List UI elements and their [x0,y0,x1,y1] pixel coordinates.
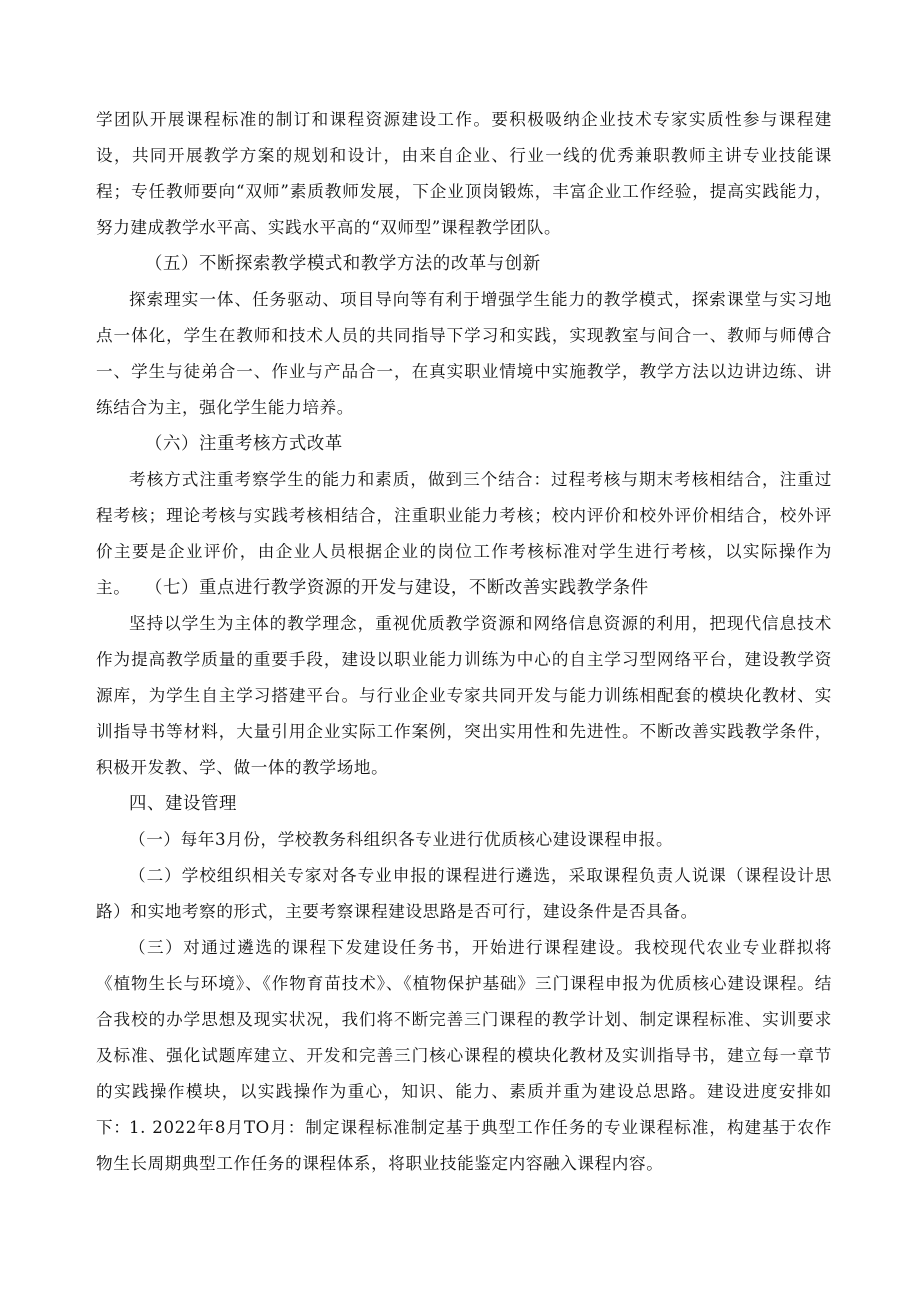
paragraph-management-1: （一）每年3月份，学校教务科组织各专业进行优质核心建设课程申报。 [129,830,674,849]
paragraph-management-3: （三）对通过遴选的课程下发建设任务书，开始进行课程建设。我校现代农业专业群拟将《植物生长与环境》、《作物育苗技术》、《植物保护基础》三门课程申报为优质核心建设课程。结合我校的办学思想及现实状况，我们将不断完善三门课程的教学计划、制定课程标准、实训要求及标准、强化试题库建立、开发和完善三门核心课程的模块化教材及实训指导书，建立每一章节的实践操作模块，以实践操作为重心，知识、能力、素质并重为建设总思路。建设进度安排如下： [96,938,832,1137]
heading-section-7: （七）重点进行教学资源的开发与建设，不断改善实践教学条件 [145,578,649,598]
paragraph-assessment: 考核方式注重考察学生的能力和素质，做到三个结合：过程考核与期末考核相结合，注重过程考核；理论考核与实践考核相结合，注重职业能力考核；校内评价和校外评价相结合，校外评价主要是企业评价，由企业人员根据企业的岗位工作考核标准对学生进行考核，以实际操作为主。 [96,470,832,597]
heading-section-6: （六）注重考核方式改革 [145,434,343,454]
paragraph-teaching-mode: 探索理实一体、任务驱动、项目导向等有利于增强学生能力的教学模式，探索课堂与实习地点一体化，学生在教师和技术人员的共同指导下学习和实践，实现教室与间合一、教师与师傅合一、学生与徒弟合一、作业与产品合一，在真实职业情境中实施教学，教学方法以边讲边练、讲练结合为主，强化学生能力培养。 [96,290,832,417]
heading-section-5: （五）不断探索教学模式和教学方法的改革与创新 [145,254,541,274]
heading-section-four: 四、建设管理 [129,794,237,814]
paragraph-teaching-resources: 坚持以学生为主体的教学理念，重视优质教学资源和网络信息资源的利用，把现代信息技术作为提高教学质量的重要手段，建设以职业能力训练为中心的自主学习型网络平台，建设教学资源库，为学生自主学习搭建平台。与行业企业专家共同开发与能力训练相配套的模块化教材、实训指导书等材料，大量引用企业实际工作案例，突出实用性和先进性。不断改善实践教学条件，积极开发教、学、做一体的教学场地。 [96,614,832,777]
paragraph-management-2: （二）学校组织相关专家对各专业申报的课程进行遴选，采取课程负责人说课（课程设计思路）和实地考察的形式，主要考察课程建设思路是否可行，建设条件是否具备。 [96,866,832,921]
paragraph-teaching-team: 学团队开展课程标准的制订和课程资源建设工作。要积极吸纳企业技术专家实质性参与课程建设，共同开展教学方案的规划和设计，由来自企业、行业一线的优秀兼职教师主讲专业技能课程；专任教师要向“双师”素质教师发展，下企业顶岗锻炼，丰富企业工作经验，提高实践能力，努力建成教学水平高、实践水平高的“双师型”课程教学团队。 [96,110,832,237]
paragraph-schedule-1: 1. 2022年8月TO月：制定课程标准制定基于典型工作任务的专业课程标准，构建基于农作物生长周期典型工作任务的课程体系，将职业技能鉴定内容融入课程内容。 [96,1118,832,1173]
